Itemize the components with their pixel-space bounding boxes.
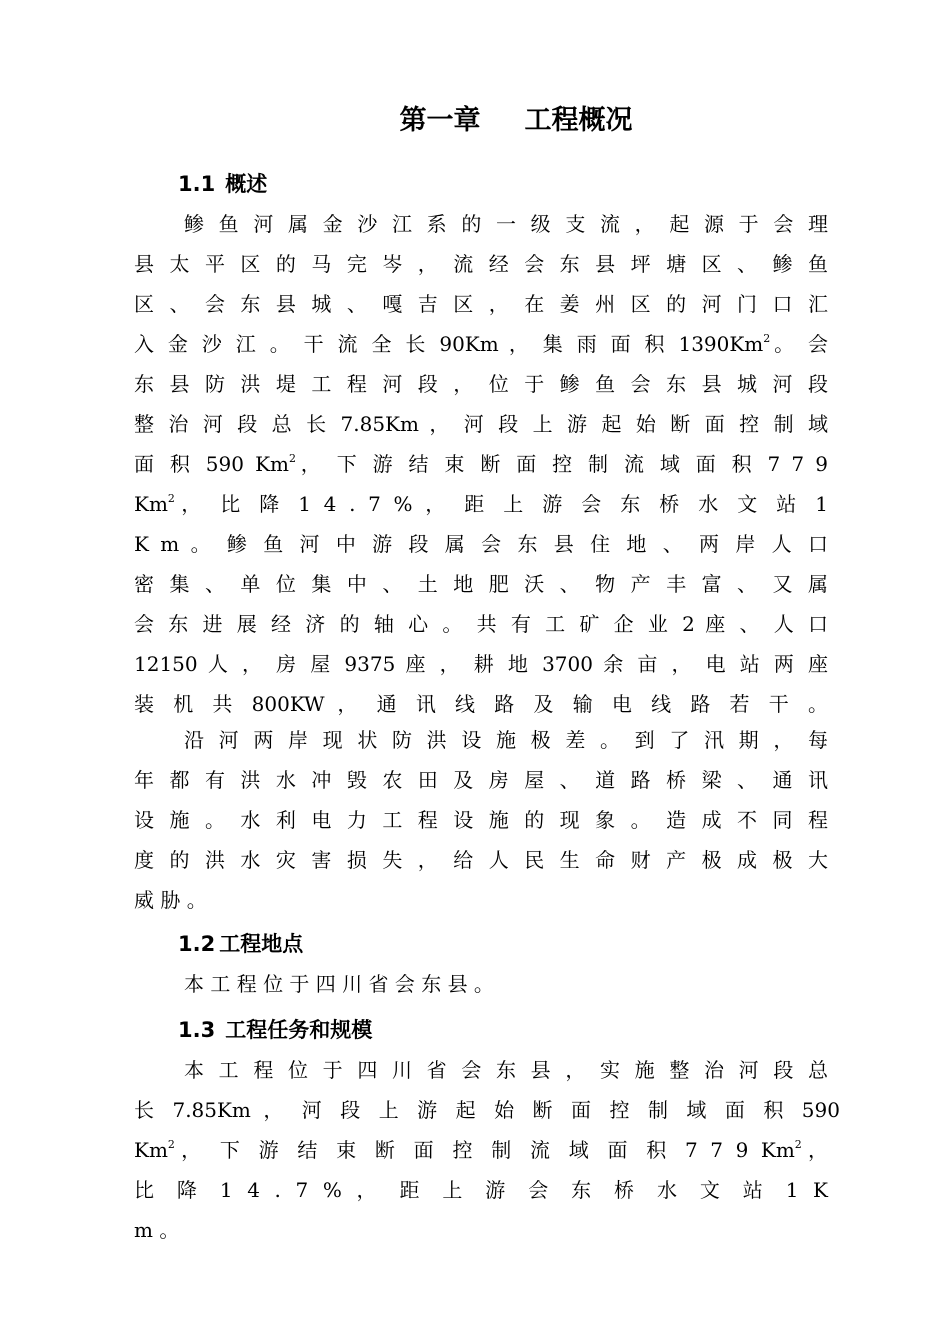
text-line: 威 胁 。 <box>134 888 207 912</box>
text-run: ， 下 游 结 束 断 面 控 制 流 域 面 积 7 7 9 Km <box>174 1138 795 1162</box>
text-line: 年 都 有 洪 水 冲 毁 农 田 及 房 屋 、 道 路 桥 梁 、 通 讯 <box>134 768 828 792</box>
text-line: 东 县 防 洪 堤 工 程 河 段 ， 位 于 鲹 鱼 会 东 县 城 河 段 <box>134 372 828 396</box>
text-line: 鲹 鱼 河 属 金 沙 江 系 的 一 级 支 流 ， 起 源 于 会 理 <box>184 212 828 236</box>
text-line: 本 工 程 位 于 四 川 省 会 东 县 。 <box>184 972 494 996</box>
text-line: 度 的 洪 水 灾 害 损 失 ， 给 人 民 生 命 财 产 极 成 极 大 <box>134 848 828 872</box>
text-run: 。 会 <box>770 332 828 356</box>
text-line: 整 治 河 段 总 长 7.85Km ， 河 段 上 游 起 始 断 面 控 制 域 <box>134 412 828 436</box>
section-number: 1.2 <box>178 932 216 956</box>
text-run: 面 积 590 Km <box>134 452 290 476</box>
text-line: 本 工 程 位 于 四 川 省 会 东 县 ， 实 施 整 治 河 段 总 <box>184 1058 828 1082</box>
text-run: 入 金 沙 江 。 干 流 全 长 90Km ， 集 雨 面 积 1390Km <box>134 332 764 356</box>
text-line: 区 、 会 东 县 城 、 嘎 吉 区 ， 在 姜 州 区 的 河 门 口 汇 <box>134 292 828 316</box>
section-title: 概述 <box>225 172 268 196</box>
superscript: 2 <box>167 1138 175 1151</box>
text-run: Km <box>134 492 168 516</box>
paragraph-location <box>134 964 828 1004</box>
text-line: 装 机 共 800KW ， 通 讯 线 路 及 输 电 线 路 若 干 。 <box>134 692 828 716</box>
section-number: 1.1 <box>178 172 216 196</box>
section-heading-1-3 <box>178 1014 372 1046</box>
superscript: 2 <box>763 332 771 345</box>
text-line: 县 太 平 区 的 马 完 岑 ， 流 经 会 东 县 坪 塘 区 、 鲹 鱼 <box>134 252 828 276</box>
text-line: K m 。 鲹 鱼 河 中 游 段 属 会 东 县 住 地 、 两 岸 人 口 <box>134 532 828 556</box>
text-line: 会 东 进 展 经 济 的 轴 心 。 共 有 工 矿 企 业 2 座 、 人 口 <box>134 612 828 636</box>
text-run: ， <box>801 1138 828 1162</box>
text-line: 密 集 、 单 位 集 中 、 土 地 肥 沃 、 物 产 丰 富 、 又 属 <box>134 572 828 596</box>
paragraph-scope <box>134 1050 840 1250</box>
superscript: 2 <box>167 492 175 505</box>
paragraph-overview-2 <box>134 720 828 920</box>
section-heading-1-1 <box>178 168 267 200</box>
section-title: 工程地点 <box>219 932 304 956</box>
text-line <box>134 444 828 484</box>
superscript: 2 <box>289 452 297 465</box>
text-line: 长 7.85Km ， 河 段 上 游 起 始 断 面 控 制 域 面 积 590 <box>134 1098 840 1122</box>
text-line: 12150 人 ， 房 屋 9375 座 ， 耕 地 3700 余 亩 ， 电 站 两 座 <box>134 652 828 676</box>
text-line: 沿 河 两 岸 现 状 防 洪 设 施 极 差 。 到 了 汛 期 ， 每 <box>184 728 828 752</box>
section-title: 工程任务和规模 <box>225 1018 373 1042</box>
text-run: ， 比 降 1 4 . 7 % ， 距 上 游 会 东 桥 水 文 站 1 <box>174 492 828 516</box>
text-line: 比 降 1 4 . 7 % ， 距 上 游 会 东 桥 水 文 站 1 K <box>134 1178 828 1202</box>
section-number: 1.3 <box>178 1018 216 1042</box>
text-line <box>134 1130 828 1170</box>
text-run: ， 下 游 结 束 断 面 控 制 流 域 面 积 7 7 9 <box>296 452 828 476</box>
chapter-number: 第一章 <box>399 105 481 136</box>
section-heading-1-2 <box>178 928 303 960</box>
superscript: 2 <box>794 1138 802 1151</box>
text-line: 设 施 。 水 利 电 力 工 程 设 施 的 现 象 。 造 成 不 同 程 <box>134 808 828 832</box>
text-line <box>134 324 828 364</box>
chapter-name: 工程概况 <box>524 105 633 136</box>
text-line: m 。 <box>134 1218 180 1242</box>
text-run: Km <box>134 1138 168 1162</box>
text-line <box>134 484 828 524</box>
chapter-title <box>0 98 950 144</box>
paragraph-overview-1 <box>134 204 828 724</box>
